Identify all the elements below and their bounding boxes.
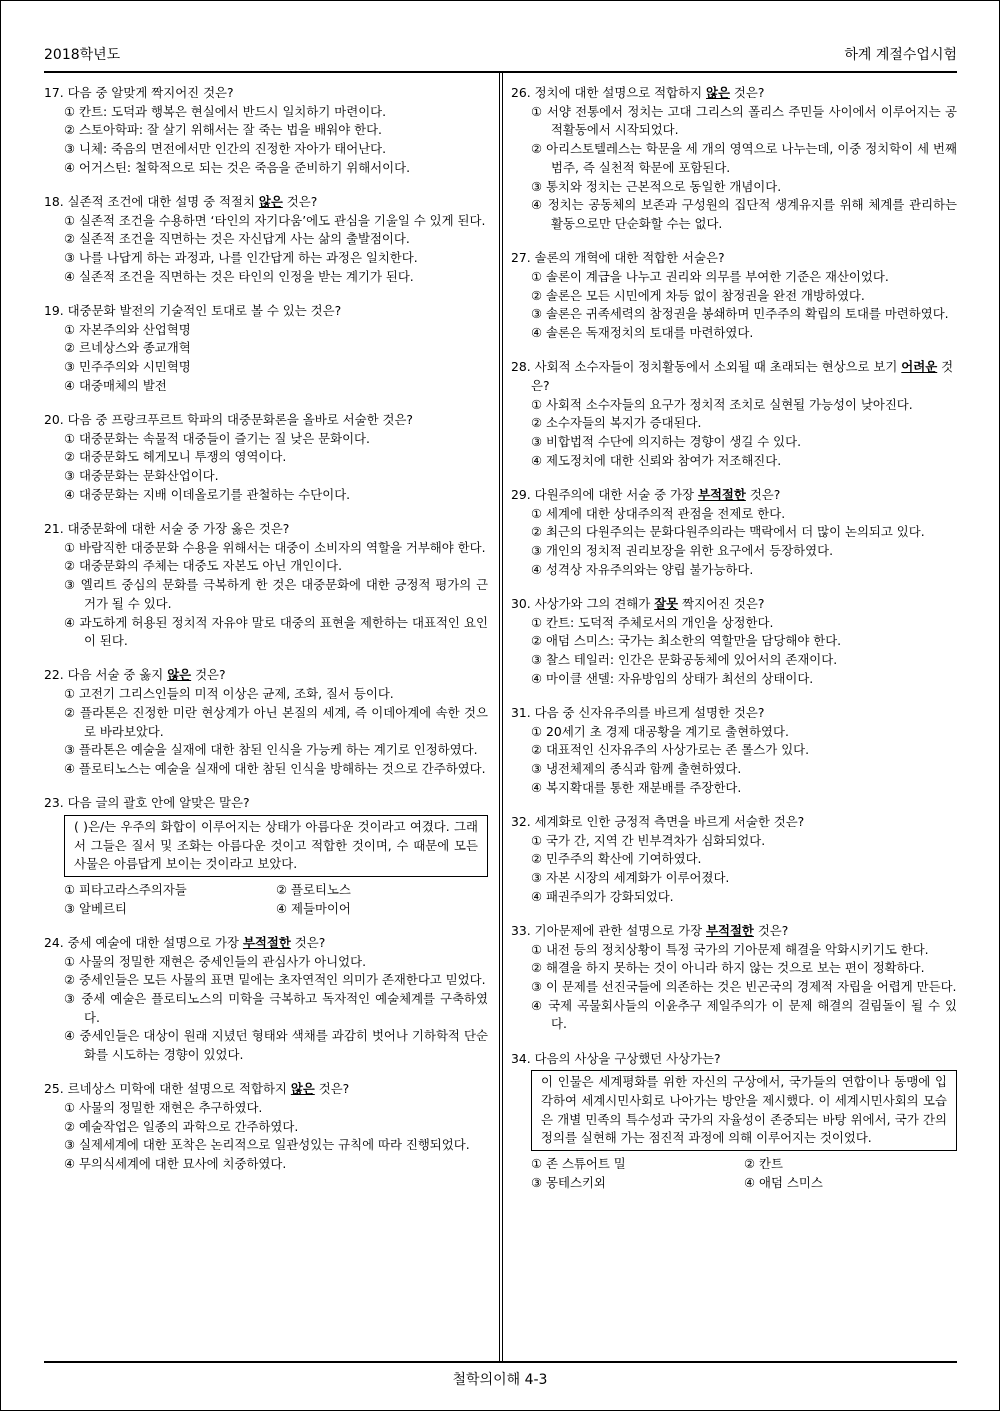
stem-text: 23. 다음 글의 괄호 안에 알맞은 말은? <box>44 795 250 811</box>
answer-option: ② 칸트 <box>744 1156 783 1172</box>
answer-option: ④ 패권주의가 강화되었다. <box>531 888 674 904</box>
answer-option: ① 솔론이 계급을 나누고 권리와 의무를 부여한 기준은 재산이었다. <box>531 268 889 284</box>
stem-text: 22. 다음 서술 중 옳지 <box>44 667 168 683</box>
answer-option: ① 내전 등의 정치상황이 특정 국가의 기아문제 해결을 악화시키기도 한다. <box>531 941 929 957</box>
question <box>44 1080 488 1174</box>
stem-text: 25. 르네상스 미학에 대한 설명으로 적합하지 <box>44 1081 291 1097</box>
answer-options <box>511 614 957 689</box>
answer-option: ④ 플로티노스는 예술을 실재에 대한 참된 인식을 방해하는 것으로 간주하였다. <box>64 761 486 776</box>
emphasis-text: 잘못 <box>654 595 679 611</box>
emphasis-text: 않은 <box>290 1081 315 1097</box>
answer-option: ④ 마이클 샌델: 자유방임의 상태가 최선의 상태이다. <box>531 670 814 686</box>
answer-options <box>511 268 957 343</box>
answer-options-grid <box>511 1155 957 1192</box>
answer-option: ③ 냉전체제의 종식과 함께 출현하였다. <box>531 761 742 776</box>
answer-option: ③ 알베르티 <box>64 900 127 916</box>
answer-option: ② 중세인들은 모든 사물의 표면 밑에는 초자연적인 의미가 존재한다고 믿었다. <box>64 972 486 988</box>
answer-option: ② 대중문화의 주체는 대중도 자본도 아닌 개인이다. <box>64 558 343 574</box>
emphasis-text: 부적절한 <box>706 922 754 938</box>
answer-option: ④ 제도정치에 대한 신뢰와 참여가 저조해진다. <box>531 452 782 468</box>
question <box>44 411 488 505</box>
answer-option: ③ 개인의 정치적 권리보장을 위한 요구에서 등장하였다. <box>531 542 834 558</box>
answer-options <box>44 1099 488 1174</box>
answer-option: ④ 정치는 공동체의 보존과 구성원의 집단적 생계유지를 위해 체계를 관리하는 활동으로만 단순화할 수는 없다. <box>531 197 957 231</box>
answer-option: ④ 어거스틴: 철학적으로 되는 것은 죽음을 준비하기 위해서이다. <box>64 159 411 175</box>
answer-options <box>44 430 488 505</box>
emphasis-text: 않은 <box>167 667 192 683</box>
answer-option: ④ 중세인들은 대상이 원래 지녔던 형태와 색채를 과감히 벗어나 기하학적 단순화를 시도하는 경향이 있었다. <box>64 1028 488 1063</box>
question-stem <box>511 249 957 268</box>
question-stem <box>44 193 488 212</box>
answer-option: ② 해결을 하지 못하는 것이 아니라 하지 않는 것으로 보는 편이 정확하다. <box>531 960 925 976</box>
question-stem <box>511 486 957 505</box>
answer-option: ③ 통치와 정치는 근본적으로 동일한 개념이다. <box>531 178 782 194</box>
answer-option: ① 대중문화는 속물적 대중들이 즐기는 질 낮은 문화이다. <box>64 430 370 446</box>
answer-option: ④ 대중매체의 발전 <box>64 377 167 393</box>
stem-text: 짝지어진 것은? <box>678 595 765 611</box>
answer-option: ④ 애덤 스미스 <box>744 1174 823 1190</box>
answer-option: ① 칸트: 도덕적 주체로서의 개인을 상정한다. <box>531 614 774 630</box>
answer-option: ① 칸트: 도덕과 행복은 현실에서 반드시 일치하기 마련이다. <box>64 103 387 119</box>
answer-option: ② 르네상스와 종교개혁 <box>64 340 191 356</box>
stem-text: 것은? <box>290 934 326 950</box>
question-stem <box>511 358 957 395</box>
answer-option: ② 아리스토텔레스는 학문을 세 개의 영역으로 나누는데, 이중 정치학이 세 번째 범주, 즉 실천적 학문에 포함된다. <box>531 141 957 175</box>
stem-text: 34. 다음의 사상을 구상했던 사상가는? <box>511 1050 721 1066</box>
answer-option: ② 솔론은 모든 시민에게 차등 없이 참정권을 완전 개방하였다. <box>531 287 865 303</box>
question-stem <box>511 704 957 723</box>
question <box>511 595 957 689</box>
question <box>511 84 957 234</box>
answer-options <box>44 539 488 651</box>
emphasis-text: 부적절한 <box>697 486 746 502</box>
answer-options <box>511 941 957 1035</box>
right-column <box>511 84 957 1208</box>
stem-text: 21. 대중문화에 대한 서술 중 가장 옳은 것은? <box>44 521 290 537</box>
answer-option: ③ 플라톤은 예술을 실재에 대한 참된 인식을 가능케 하는 계기로 인정하였다. <box>64 742 478 758</box>
page-header <box>44 44 957 70</box>
stem-text: 것은? <box>531 359 954 393</box>
question <box>44 193 488 287</box>
question <box>44 84 488 178</box>
answer-option: ② 최근의 다원주의는 문화다원주의라는 맥락에서 더 많이 논의되고 있다. <box>531 524 925 540</box>
answer-option: ② 플라톤은 진정한 미란 현상계가 아닌 본질의 세계, 즉 이데아계에 속한 것으로 바라보았다. <box>64 704 488 739</box>
answer-option: ③ 솔론은 귀족세력의 참정권을 봉쇄하며 민주주의 확립의 토대를 마련하였다. <box>531 306 949 322</box>
answer-options <box>511 723 957 798</box>
stem-text: 27. 솔론의 개혁에 대한 적합한 서술은? <box>511 250 725 266</box>
answer-option: ④ 국제 곡물회사들의 이윤추구 제일주의가 이 문제 해결의 걸림돌이 될 수 있다. <box>531 997 957 1032</box>
answer-options <box>44 321 488 396</box>
stem-text: 29. 다원주의에 대한 서술 중 가장 <box>511 486 698 502</box>
stem-text: 18. 실존적 조건에 대한 설명 중 적절치 <box>44 194 259 210</box>
question <box>511 704 957 798</box>
answer-option: ③ 실제세계에 대한 포착은 논리적으로 일관성있는 규칙에 따라 진행되었다. <box>64 1137 470 1153</box>
stem-text: 32. 세계화로 인한 긍정적 측면을 바르게 서술한 것은? <box>511 813 805 829</box>
answer-option: ③ 비합법적 수단에 의지하는 경향이 생길 수 있다. <box>531 433 802 449</box>
answer-option: ② 소수자들의 복지가 증대된다. <box>531 415 702 431</box>
question-stem <box>44 84 488 103</box>
question <box>511 1050 957 1193</box>
answer-option: ④ 대중문화는 지배 이데올로기를 관철하는 수단이다. <box>64 486 351 502</box>
answer-option: ② 실존적 조건을 직면하는 것은 자신답게 사는 삶의 출발점이다. <box>64 231 410 247</box>
question <box>511 922 957 1034</box>
answer-option: ③ 나를 나답게 하는 과정과, 나를 인간답게 하는 과정은 일치한다. <box>64 250 418 266</box>
answer-option: ④ 복지확대를 통한 재분배를 주장한다. <box>531 779 742 795</box>
answer-option: ① 사회적 소수자들의 요구가 정치적 조치로 실현될 가능성이 낮아진다. <box>531 396 913 412</box>
answer-option: ① 사물의 정밀한 재현은 중세인들의 관심사가 아니었다. <box>64 953 367 969</box>
answer-option: ③ 이 문제를 선진국들에 의존하는 것은 빈곤국의 경제적 자립을 어렵게 만든다. <box>531 979 957 995</box>
answer-option: ③ 중세 예술은 플로티노스의 미학을 극복하고 독자적인 예술체계를 구축하였다. <box>64 991 488 1025</box>
answer-option: ① 자본주의와 산업혁명 <box>64 321 191 337</box>
answer-option: ② 대중문화도 헤게모니 투쟁의 영역이다. <box>64 449 287 465</box>
question-stem <box>511 1050 957 1069</box>
reading-passage-box: ( )은/는 우주의 화합이 이루어지는 상태가 아름다운 것이라고 여겼다. 그래서 그들은 질서 및 조화는 아름다운 것이고 적합한 것이며, 수 때문에 모든 사물은 아름답게 보이는 것이라고 보았다. <box>64 815 488 877</box>
answer-option: ① 20세기 초 경제 대공황을 계기로 출현하였다. <box>531 723 789 739</box>
exam-title: 하계 계절수업시험 <box>844 47 957 63</box>
stem-text: 20. 다음 중 프랑크푸르트 학파의 대중문화론을 올바로 서술한 것은? <box>44 412 413 428</box>
left-column <box>44 84 488 1189</box>
page-footer: 철학의이해 4-3 <box>452 1372 548 1388</box>
answer-options <box>511 103 957 234</box>
header-rule <box>44 71 957 73</box>
answer-options <box>44 953 488 1065</box>
question-stem <box>44 1080 488 1099</box>
stem-text: 28. 사회적 소수자들이 정치활동에서 소외될 때 초래되는 현상으로 보기 <box>511 359 902 375</box>
answer-option: ② 민주주의 확산에 기여하였다. <box>531 851 702 867</box>
answer-option: ③ 엘리트 중심의 문화를 극복하게 한 것은 대중문화에 대한 긍정적 평가의 근거가 될 수 있다. <box>64 577 488 611</box>
stem-text: 것은? <box>314 1081 350 1097</box>
answer-options <box>511 396 957 471</box>
question <box>44 520 488 651</box>
answer-options <box>44 685 488 779</box>
answer-option: ④ 제들마이어 <box>276 900 351 916</box>
answer-option: ③ 민주주의와 시민혁명 <box>64 359 191 375</box>
question-stem <box>511 813 957 832</box>
question-stem <box>44 302 488 321</box>
answer-option: ① 서양 전통에서 정치는 고대 그리스의 폴리스 주민들 사이에서 이루어지는 공적활동에서 시작되었다. <box>531 103 957 138</box>
question <box>511 249 957 343</box>
question <box>44 302 488 396</box>
question <box>511 813 957 907</box>
answer-option: ① 실존적 조건을 수용하면 ‘타인의 자기다움’에도 관심을 기울일 수 있게 된다. <box>64 212 486 228</box>
answer-option: ② 예술작업은 일종의 과학으로 간주하였다. <box>64 1118 299 1134</box>
answer-option: ④ 성격상 자유주의와는 양립 불가능하다. <box>531 561 754 577</box>
question <box>511 358 957 470</box>
answer-options-grid <box>44 881 488 918</box>
school-year: 2018학년도 <box>44 47 121 63</box>
answer-option: ④ 과도하게 허용된 정치적 자유야 말로 대중의 표현을 제한하는 대표적인 요인이 된다. <box>64 614 488 649</box>
question-stem <box>511 595 957 614</box>
stem-text: 26. 정치에 대한 설명으로 적합하지 <box>511 85 706 100</box>
emphasis-text: 않은 <box>706 85 730 100</box>
answer-option: ② 애덤 스미스: 국가는 최소한의 역할만을 담당해야 한다. <box>531 633 842 649</box>
stem-text: 것은? <box>191 667 226 683</box>
question-stem <box>44 794 488 813</box>
answer-option: ③ 자본 시장의 세계화가 이루어졌다. <box>531 870 730 886</box>
emphasis-text: 부적절한 <box>242 934 291 950</box>
stem-text: 33. 기아문제에 관한 설명으로 가장 <box>511 922 706 938</box>
answer-option: ② 대표적인 신자유주의 사상가로는 존 롤스가 있다. <box>531 742 810 758</box>
footer-rule <box>44 1361 957 1363</box>
answer-option: ① 바람직한 대중문화 수용을 위해서는 대중이 소비자의 역할을 거부해야 한다. <box>64 539 486 555</box>
answer-options <box>511 832 957 907</box>
question-stem <box>511 922 957 941</box>
answer-option: ① 고전기 그리스인들의 미적 이상은 균제, 조화, 질서 등이다. <box>64 686 394 702</box>
stem-text: 19. 대중문화 발전의 기술적인 토대로 볼 수 있는 것은? <box>44 303 342 319</box>
answer-option: ② 스토아학파: 잘 살기 위해서는 잘 죽는 법을 배워야 한다. <box>64 122 382 138</box>
column-divider <box>499 71 500 1361</box>
answer-option: ④ 실존적 조건을 직면하는 것은 타인의 인정을 받는 계기가 된다. <box>64 268 414 284</box>
stem-text: 것은? <box>753 922 789 938</box>
stem-text: 17. 다음 중 알맞게 짝지어진 것은? <box>44 85 234 100</box>
question-stem <box>511 84 957 103</box>
column-divider-inner <box>502 71 503 1361</box>
answer-option: ④ 무의식세계에 대한 묘사에 치중하였다. <box>64 1156 287 1172</box>
answer-option: ① 국가 간, 지역 간 빈부격차가 심화되었다. <box>531 832 766 848</box>
answer-option: ① 세계에 대한 상대주의적 관점을 전제로 한다. <box>531 505 786 521</box>
answer-options <box>44 212 488 287</box>
stem-text: 것은? <box>745 486 781 502</box>
answer-option: ③ 찰스 테일러: 인간은 문화공동체에 있어서의 존재이다. <box>531 651 838 667</box>
answer-option: ① 사물의 정밀한 재현은 추구하였다. <box>64 1100 263 1116</box>
answer-option: ④ 솔론은 독재정치의 토대를 마련하였다. <box>531 324 754 340</box>
stem-text: 31. 다음 중 신자유주의를 바르게 설명한 것은? <box>511 704 765 720</box>
answer-option: ③ 니체: 죽음의 면전에서만 인간의 진정한 자아가 태어난다. <box>64 141 387 157</box>
question <box>44 666 488 778</box>
stem-text: 것은? <box>282 194 318 210</box>
question-stem <box>44 520 488 539</box>
answer-option: ① 존 스튜어트 밀 <box>531 1156 626 1172</box>
question <box>44 794 488 918</box>
question-stem <box>44 411 488 430</box>
answer-option: ② 플로티노스 <box>276 882 351 898</box>
emphasis-text: 어려운 <box>901 359 938 375</box>
stem-text: 것은? <box>729 85 765 100</box>
answer-options <box>44 103 488 178</box>
stem-text: 24. 중세 예술에 대한 설명으로 가장 <box>44 934 243 950</box>
question-stem <box>44 666 488 685</box>
question <box>511 486 957 580</box>
question <box>44 934 488 1065</box>
answer-option: ③ 몽테스키외 <box>531 1174 606 1190</box>
answer-option: ① 피타고라스주의자들 <box>64 882 187 898</box>
answer-option: ③ 대중문화는 문화산업이다. <box>64 468 219 484</box>
stem-text: 30. 사상가와 그의 견해가 <box>511 595 655 611</box>
emphasis-text: 않은 <box>258 194 283 210</box>
reading-passage-box: 이 인물은 세계평화를 위한 자신의 구상에서, 국가들의 연합이나 동맹에 입각하여 세계시민사회로 나아가는 방안을 제시했다. 이 세계시민사회의 모습은 개별 민족의 특수성과 국가의 자율성이 존중되는 바탕 위에서, 국가 간의 정의를 실현해 가는 점진적 과정에 의해 이루어지는 것이었다. <box>531 1070 957 1151</box>
question-stem <box>44 934 488 953</box>
answer-options <box>511 505 957 580</box>
